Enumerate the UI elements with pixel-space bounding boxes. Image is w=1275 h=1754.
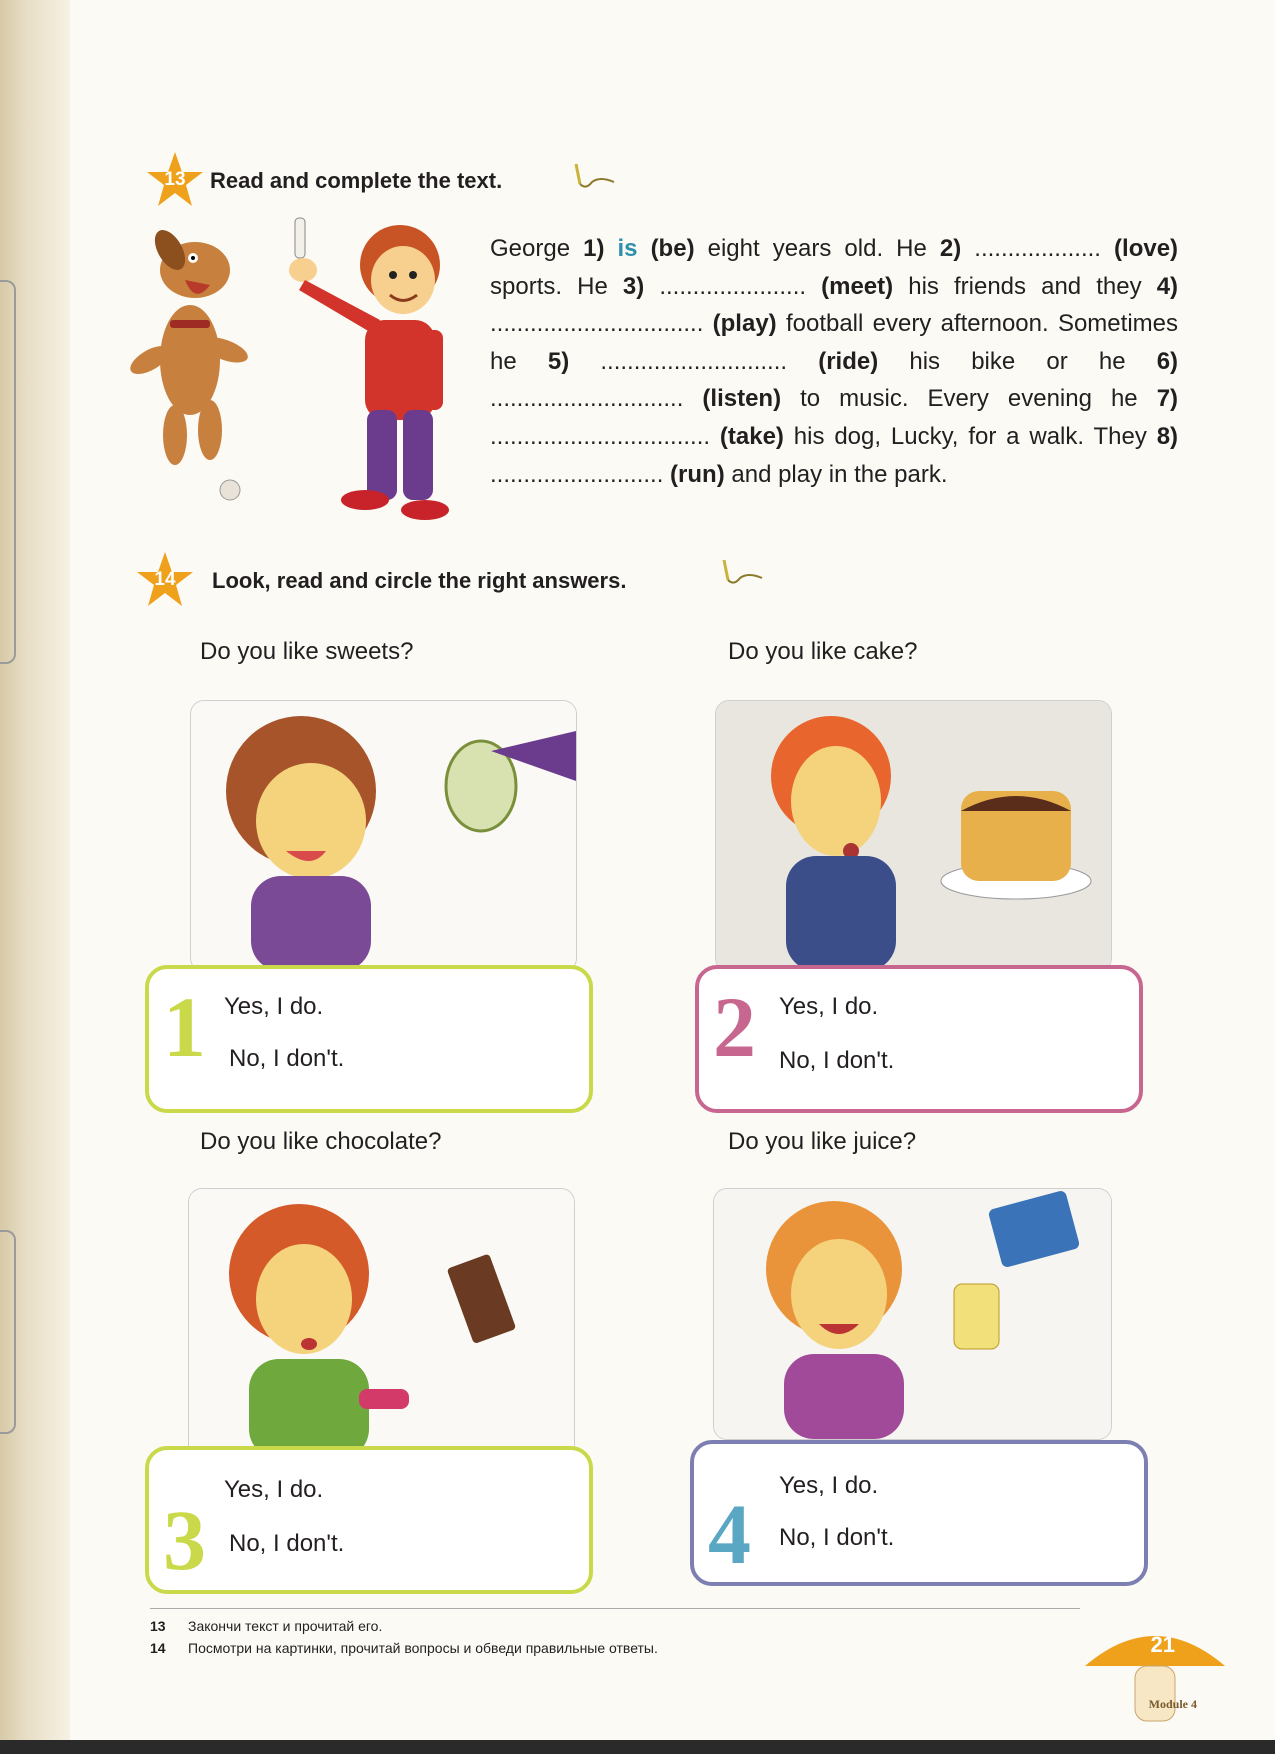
footer-line-13: 13 Закончи текст и прочитай его.	[150, 1618, 383, 1634]
picture-cake	[715, 700, 1112, 972]
module-label: Module 4	[1148, 1697, 1197, 1711]
option-yes-4[interactable]: Yes, I do.	[779, 1472, 879, 1499]
picture-sweets	[190, 700, 577, 972]
picture-chocolate	[188, 1188, 575, 1460]
exercise-14-heading: Look, read and circle the right answers.	[212, 568, 627, 593]
item-number-4: 4	[708, 1486, 751, 1582]
answer-box-1	[145, 965, 593, 1113]
gap-5[interactable]: ............................	[600, 347, 788, 375]
option-no-2[interactable]: No, I don't.	[779, 1047, 895, 1074]
gap-8[interactable]: ..........................	[490, 460, 664, 488]
option-yes-2[interactable]: Yes, I do.	[779, 993, 879, 1020]
exercise-13-text: George 1) is (be) eight years old. He 2) ................... (love) sports. He 3) ...................... (meet) his friends and they 4) ................................ (play) football every afternoon. Sometimes he 5) ............................ (ride) his bike or he 6) ............................. (listen) to music. Every evening he 7) ................................. (take) his dog, Lucky, for a walk. They 8) .......................... (run) and play in the park.	[490, 235, 1179, 488]
gap-2[interactable]: ...................	[974, 235, 1101, 262]
item-number-1: 1	[163, 979, 206, 1075]
exercise-13-star-icon: 13	[145, 150, 205, 210]
option-yes-3[interactable]: Yes, I do.	[224, 1476, 324, 1503]
item-number-3: 3	[163, 1492, 206, 1588]
boy-illustration	[285, 210, 465, 530]
question-1: Do you like sweets?	[200, 638, 414, 665]
answer-box-3	[145, 1446, 593, 1594]
book-spine	[0, 0, 70, 1754]
spine-tab	[0, 1230, 16, 1434]
answer-box-2	[695, 965, 1143, 1113]
option-no-3[interactable]: No, I don't.	[229, 1530, 345, 1557]
page-number: 21	[1150, 1632, 1175, 1657]
gap-4[interactable]: ................................	[490, 310, 704, 338]
example-answer: is	[617, 235, 638, 262]
spine-tab	[0, 280, 16, 664]
option-no-4[interactable]: No, I don't.	[779, 1524, 895, 1551]
option-no-1[interactable]: No, I don't.	[229, 1045, 345, 1072]
question-4: Do you like juice?	[728, 1128, 917, 1155]
picture-juice	[713, 1188, 1112, 1440]
gap-7[interactable]: .................................	[490, 422, 711, 450]
gap-6[interactable]: .............................	[490, 385, 684, 413]
question-2: Do you like cake?	[728, 638, 918, 665]
footer-divider	[150, 1608, 1080, 1609]
question-3: Do you like chocolate?	[200, 1128, 442, 1155]
option-yes-1[interactable]: Yes, I do.	[224, 993, 324, 1020]
footer-line-14: 14 Посмотри на картинки, прочитай вопросы и обведи правильные ответы.	[150, 1640, 658, 1656]
exercise-14-star-icon: 14	[135, 550, 195, 610]
item-number-2: 2	[713, 979, 756, 1075]
exercise-13-heading: Read and complete the text.	[210, 168, 503, 193]
pencil-icon	[570, 160, 618, 194]
scan-edge	[0, 1740, 1275, 1754]
answer-box-4	[690, 1440, 1148, 1586]
gap-3[interactable]: ......................	[659, 272, 807, 300]
dog-illustration	[125, 230, 265, 520]
pencil-icon	[718, 556, 766, 590]
